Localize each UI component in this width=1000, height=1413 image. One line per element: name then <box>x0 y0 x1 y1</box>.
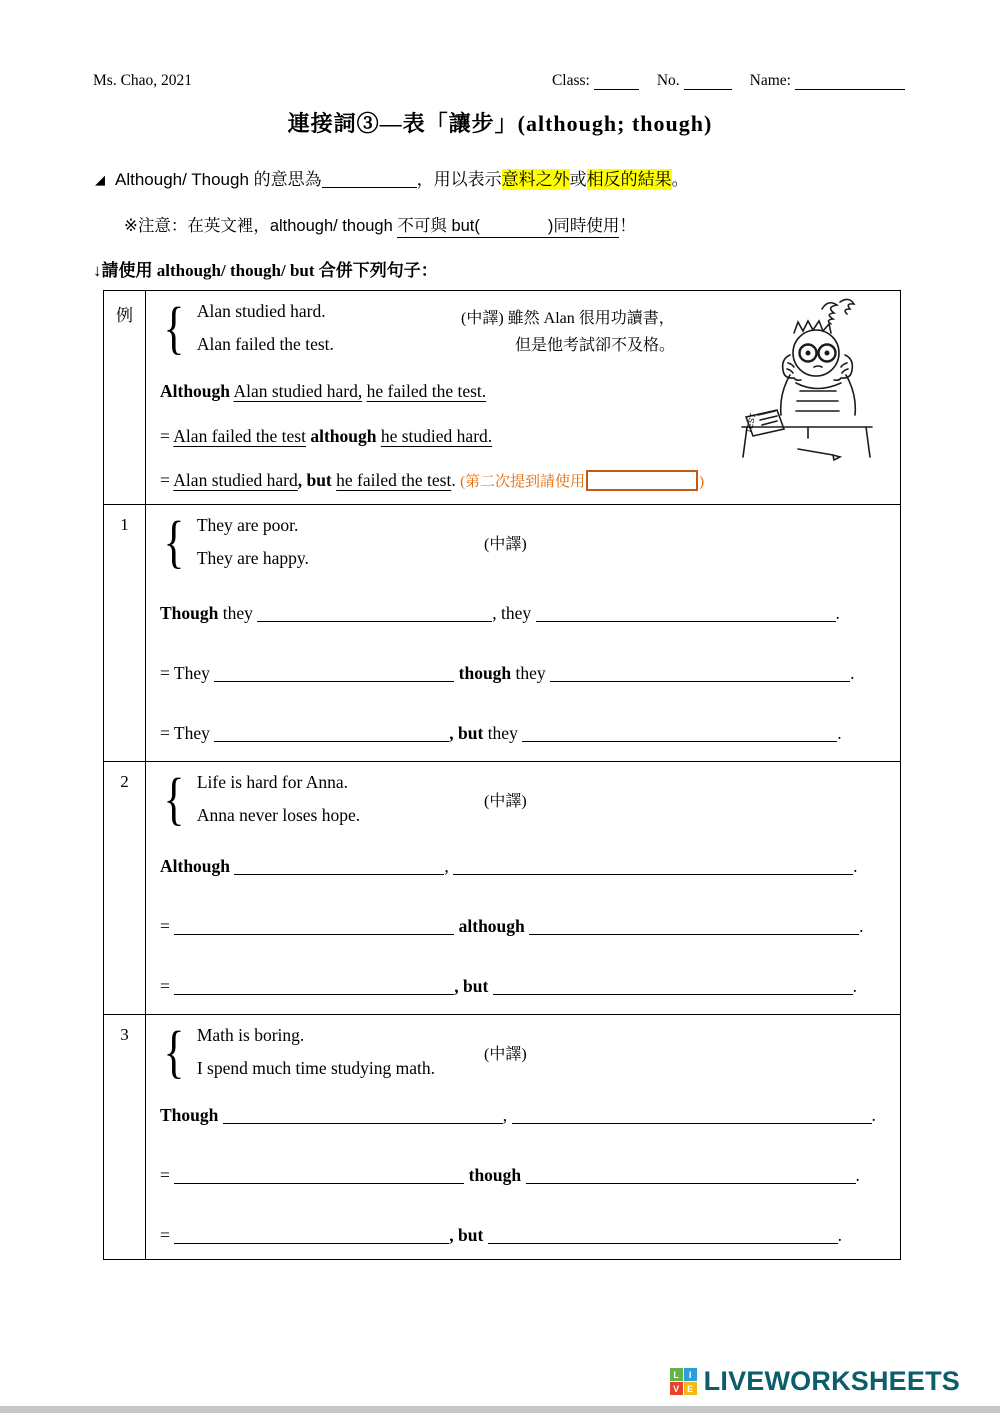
row-content-3 <box>146 1015 900 1259</box>
answer-line-1 <box>160 856 858 877</box>
period: . <box>852 976 858 996</box>
sentence-pair <box>160 509 309 575</box>
word: they <box>515 663 546 683</box>
page-title: 連接詞③—表「讓步」(although; though) <box>287 111 713 136</box>
mid-text: , they <box>492 603 532 623</box>
caution-underlined <box>397 212 619 238</box>
name-blank[interactable] <box>795 75 905 91</box>
example-answer-2 <box>160 426 492 447</box>
translation-line-1: 雖然 Alan 很用功讀書， <box>507 310 675 327</box>
answer-line-3 <box>160 723 842 744</box>
source-sentence-1: Life is hard for Anna. <box>196 772 348 792</box>
period: . <box>871 1105 876 1125</box>
answer-blank[interactable] <box>257 605 492 623</box>
meaning-line <box>95 165 689 190</box>
answer-line-3 <box>160 976 857 997</box>
row-content-2 <box>146 762 900 1014</box>
answer-clause: he studied hard. <box>380 426 493 446</box>
row-label-2: 2 <box>104 762 146 1014</box>
table-row-2 <box>104 761 900 1014</box>
conjunction-bold: Though <box>160 1105 219 1125</box>
source-sentence-1: Alan studied hard. <box>196 301 326 321</box>
answer-clause: Alan studied hard <box>173 470 298 490</box>
pre-text: = <box>160 916 170 936</box>
conjunction-bold: although <box>310 426 377 446</box>
answer-line-1 <box>160 1105 876 1126</box>
header <box>93 72 905 90</box>
caution-underline-pre: 不可與 but( <box>397 217 480 235</box>
answer-blank[interactable] <box>512 1107 872 1125</box>
answer-line-2 <box>160 916 864 937</box>
word: they <box>222 603 253 623</box>
logo-letter: E <box>684 1382 697 1395</box>
conjunction-bold: though <box>458 663 512 683</box>
period: . <box>853 856 858 876</box>
answer-blank[interactable] <box>550 665 850 683</box>
example-answer-3 <box>160 470 704 491</box>
brace-icon: { <box>163 295 185 360</box>
equals-sign: = <box>160 470 170 490</box>
answer-clause: he failed the test. <box>366 381 487 401</box>
period: . <box>855 1165 860 1185</box>
brand-wordmark: LIVEWORKSHEETS <box>703 1366 960 1396</box>
source-sentence-2: Alan failed the test. <box>196 334 334 354</box>
instruction-line <box>93 256 438 281</box>
brace-icon: { <box>163 509 185 574</box>
answer-blank[interactable] <box>453 858 853 876</box>
instruction-conjunctions: although/ though/ but <box>156 261 315 280</box>
answer-blank[interactable] <box>526 1167 856 1185</box>
source-sentence-2: They are happy. <box>196 548 309 568</box>
translation-tag: (中譯) <box>484 793 527 810</box>
answer-blank[interactable] <box>214 725 449 743</box>
table-row-3 <box>104 1014 900 1259</box>
pre-text: = <box>160 1165 170 1185</box>
class-blank[interactable] <box>594 75 639 91</box>
caution-text-end: ！ <box>619 217 636 235</box>
brace-icon: { <box>163 1019 185 1084</box>
period: . <box>859 916 864 936</box>
answer-blank[interactable] <box>174 978 454 996</box>
translation-tag: (中譯) <box>461 310 504 327</box>
period: . <box>835 603 840 623</box>
highlight-unexpected: 意料之外 <box>501 170 570 189</box>
mid-text: , <box>502 1105 508 1125</box>
name-label: Name: <box>749 72 791 89</box>
student-info-line <box>538 72 905 90</box>
answer-blank[interactable] <box>234 858 444 876</box>
source-sentence-1: Math is boring. <box>196 1025 305 1045</box>
answer-line-3 <box>160 1225 842 1246</box>
triangle-bullet-icon: ◢ <box>95 172 105 187</box>
liveworksheets-logo[interactable] <box>670 1366 960 1397</box>
answer-clause: Alan failed the test <box>173 426 306 446</box>
conjunction-bold: though <box>468 1165 522 1185</box>
table-row-example <box>104 291 900 504</box>
caution-underline-post: )同時使用 <box>547 217 620 235</box>
translation-line-2: 但是他考試卻不及格。 <box>515 337 676 354</box>
student-cartoon-image <box>734 291 884 481</box>
conjunction-bold: although <box>458 916 525 936</box>
brace-icon: { <box>163 766 185 831</box>
no-blank[interactable] <box>684 75 732 91</box>
instruction-post: 合併下列句子： <box>318 261 438 280</box>
example-answer-1 <box>160 381 486 402</box>
period: . <box>451 470 456 490</box>
equals-sign: = <box>160 426 170 446</box>
highlight-contrary: 相反的結果 <box>586 170 672 189</box>
translation-tag: (中譯) <box>484 536 527 553</box>
mid-text: , <box>444 856 449 876</box>
translation-tag: (中譯) <box>484 1046 527 1063</box>
row-content-1 <box>146 505 900 761</box>
row-label-1: 1 <box>104 505 146 761</box>
conjunction-bold: Although <box>160 856 231 876</box>
logo-letter: I <box>684 1368 697 1381</box>
conjunction-bold: , but <box>454 976 489 996</box>
conjunction-bold: , but <box>449 723 484 743</box>
meaning-text-end: 。 <box>671 170 689 189</box>
period: . <box>837 723 842 743</box>
word: they <box>487 723 518 743</box>
reminder-note-open: (第二次提到請使用 <box>460 474 586 490</box>
meaning-text-mid: ，用以表示 <box>416 170 502 189</box>
answer-line-2 <box>160 1165 860 1186</box>
conjunction-bold: , but <box>449 1225 484 1245</box>
sentence-pair <box>160 1019 435 1085</box>
conjunction-bold: , but <box>297 470 332 490</box>
caution-line <box>124 212 636 238</box>
down-arrow-icon: ↓ <box>93 261 102 280</box>
logo-letter: V <box>670 1382 683 1395</box>
class-label: Class: <box>551 72 590 89</box>
or-text: 或 <box>569 170 587 189</box>
source-sentence-2: Anna never loses hope. <box>196 805 361 825</box>
instruction-pre: 請使用 <box>101 261 153 280</box>
answer-blank[interactable] <box>174 918 454 936</box>
caution-blank[interactable] <box>480 218 548 235</box>
answer-blank[interactable] <box>174 1227 449 1245</box>
caution-text-pre: ※注意：在英文裡，although/ though <box>124 217 398 235</box>
row-label-example: 例 <box>104 291 146 504</box>
source-sentence-2: I spend much time studying math. <box>196 1058 436 1078</box>
conjunction-bold: Though <box>160 603 219 623</box>
logo-letter: L <box>670 1368 683 1381</box>
exercise-table <box>103 290 901 1260</box>
no-label: No. <box>656 72 680 89</box>
answer-blank[interactable] <box>488 1227 838 1245</box>
period: . <box>837 1225 843 1245</box>
conjunction-bold: Although <box>160 381 231 401</box>
answer-input-box[interactable] <box>586 470 698 491</box>
answer-blank[interactable] <box>522 725 837 743</box>
meaning-text-pre: Although/ Though 的意思為 <box>115 170 322 189</box>
test-paper-text: TEST <box>744 412 758 435</box>
answer-blank[interactable] <box>529 918 859 936</box>
answer-blank[interactable] <box>536 605 836 623</box>
author-credit: Ms. Chao, 2021 <box>93 72 193 89</box>
pre-text: = They <box>160 723 210 743</box>
answer-clause: he failed the test <box>336 470 452 490</box>
answer-clause: Alan studied hard, <box>233 381 363 401</box>
pre-text: = They <box>160 663 210 683</box>
table-row-1 <box>104 504 900 761</box>
meaning-blank[interactable] <box>322 171 417 188</box>
reminder-note-close: ) <box>699 474 705 490</box>
logo-grid-icon <box>670 1368 697 1395</box>
translation-block <box>461 305 675 355</box>
sentence-pair <box>160 295 334 361</box>
answer-line-2 <box>160 663 854 684</box>
period: . <box>850 663 855 683</box>
answer-blank[interactable] <box>223 1107 503 1125</box>
bottom-scroll-bar <box>0 1406 1000 1413</box>
answer-blank[interactable] <box>174 1167 464 1185</box>
source-sentence-1: They are poor. <box>196 515 299 535</box>
pre-text: = <box>160 1225 170 1245</box>
pre-text: = <box>160 976 170 996</box>
sentence-pair <box>160 766 360 832</box>
answer-line-1 <box>160 603 840 624</box>
answer-blank[interactable] <box>493 978 853 996</box>
row-label-3: 3 <box>104 1015 146 1259</box>
row-content-example <box>146 291 900 504</box>
answer-blank[interactable] <box>214 665 454 683</box>
